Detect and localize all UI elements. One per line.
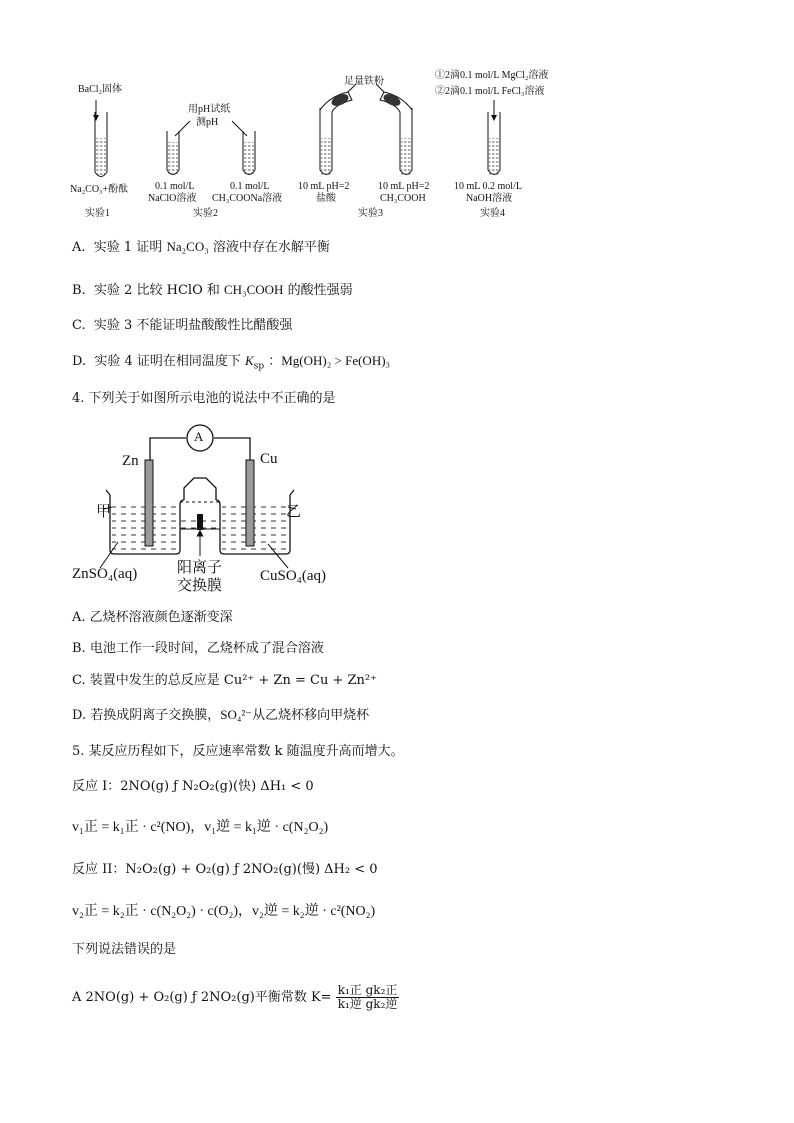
- exp2-note-line2: 测pH: [196, 117, 219, 128]
- exp2-right-line1: 0.1 mol/L: [230, 181, 270, 192]
- exp2-left-line1: 0.1 mol/L: [155, 181, 195, 192]
- exp3-right-line1: 10 mL pH=2: [378, 181, 430, 192]
- exp1-caption: 实验1: [85, 208, 110, 219]
- q5-reaction-2-rates: v₂正 = k₂正 · c(N₂O₂) · c(O₂)，v₂逆 = k₂逆 · c²(NO₂): [72, 904, 376, 919]
- exp4-step1: ①2滴0.1 mol/L MgCl₂溶液: [435, 70, 549, 81]
- q5-reaction-2: 反应 II：N₂O₂(g) + O₂(g) ƒ 2NO₂(g)(慢) ΔH₂ < 0: [72, 862, 378, 877]
- q4-option-b: B. 电池工作一段时间，乙烧杯成了混合溶液: [72, 641, 324, 656]
- ammeter-label: A: [194, 429, 204, 444]
- exp2-note-line1: 用pH试纸: [188, 104, 231, 115]
- exp4-step2: ②2滴0.1 mol/L FeCl₃溶液: [435, 86, 545, 97]
- right-beaker-label: 乙: [286, 504, 302, 520]
- equilibrium-constant-fraction: k₁正 gk₂正 k₁逆 gk₂逆: [337, 983, 398, 1011]
- exp3-right-line2: CH₃COOH: [380, 193, 426, 204]
- q5-ask: 下列说法错误的是: [72, 942, 177, 957]
- membrane-label-line2: 交换膜: [177, 578, 223, 594]
- q4-option-c: C. 装置中发生的总反应是 Cu²⁺ + Zn = Cu + Zn²⁺: [72, 673, 377, 688]
- q5-reaction-1: 反应 I：2NO(g) ƒ N₂O₂(g)(快) ΔH₁ < 0: [72, 779, 314, 794]
- q5-reaction-1-rates: v₁正 = k₁正 · c²(NO)，v₁逆 = k₁逆 · c(N₂O₂): [72, 820, 329, 835]
- exp2-right-line2: CH₃COONa溶液: [212, 193, 283, 204]
- exp1-tube-label: Na₂CO₃+酚酞: [70, 184, 129, 195]
- q4-option-a: A. 乙烧杯溶液颜色逐渐变深: [72, 610, 233, 625]
- q4-option-d: D. 若换成阴离子交换膜，SO₄²⁻从乙烧杯移向甲烧杯: [72, 707, 370, 723]
- membrane-label-line1: 阳离子: [177, 560, 223, 576]
- left-solution-label: ZnSO₄(aq): [72, 566, 138, 582]
- exp3-left-line2: 盐酸: [316, 193, 336, 204]
- q3-option-c: C. 实验 3 不能证明盐酸酸性比醋酸强: [72, 318, 293, 333]
- exp4-caption: 实验4: [480, 208, 505, 219]
- left-beaker-label: 甲: [96, 504, 112, 520]
- exp1-reagent: BaCl₂固体: [78, 84, 123, 95]
- q3-option-b: B. 实验 2 比较 HClO 和 CH₃COOH 的酸性强弱: [72, 282, 353, 298]
- exp2-left-line2: NaClO溶液: [148, 193, 197, 204]
- exp2-caption: 实验2: [193, 208, 218, 219]
- q4-stem: 4. 下列关于如图所示电池的说法中不正确的是: [72, 391, 336, 406]
- exp3-left-line1: 10 mL pH=2: [298, 181, 350, 192]
- right-solution-label: CuSO₄(aq): [260, 568, 327, 584]
- exp3-reagent: 足量铁粉: [344, 76, 384, 87]
- q3-option-a: A. 实验 1 证明 Na₂CO₃ 溶液中存在水解平衡: [72, 239, 330, 255]
- q3-option-d: D. 实验 4 证明在相同温度下 $K_{sp}$ ：Mg(OH)₂ > Fe(OH)₃: [72, 353, 391, 372]
- exp3-caption: 实验3: [358, 208, 383, 219]
- exp4-tube-line2: NaOH溶液: [466, 193, 513, 204]
- q5-option-a: A 2NO(g) + O₂(g) ƒ 2NO₂(g)平衡常数 K= k₁正 gk₂正 k₁逆 gk₂逆: [72, 983, 398, 1011]
- q5-stem: 5. 某反应历程如下，反应速率常数 k 随温度升高而增大。: [72, 744, 404, 759]
- zn-electrode-label: Zn: [122, 453, 139, 469]
- cu-electrode-label: Cu: [260, 451, 278, 467]
- exp4-tube-line1: 10 mL 0.2 mol/L: [454, 181, 522, 192]
